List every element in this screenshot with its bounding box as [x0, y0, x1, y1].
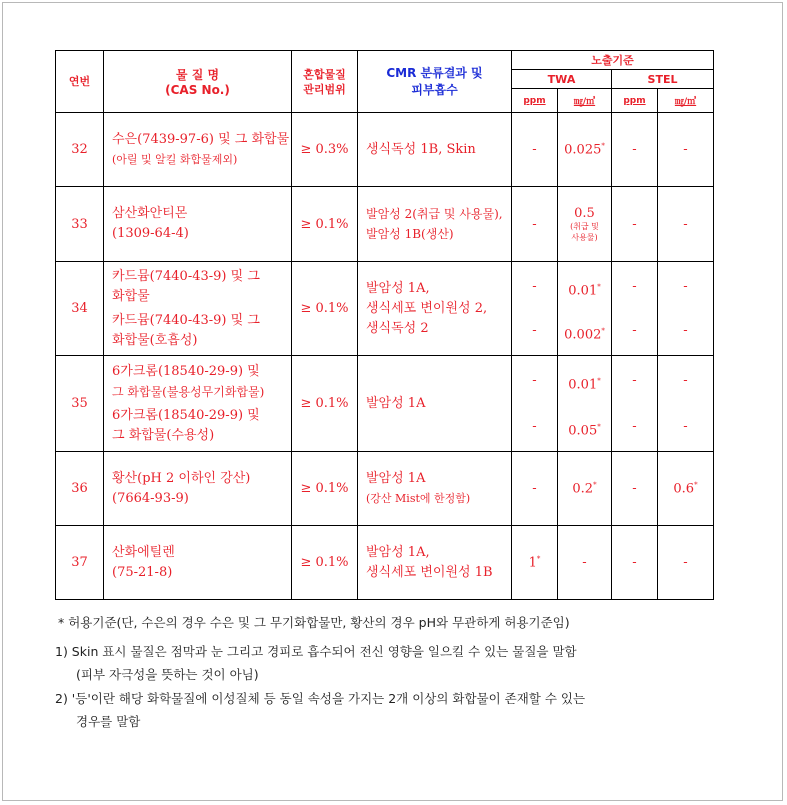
- cmr-cell: [358, 452, 512, 526]
- limit-mark: *: [694, 480, 698, 489]
- stel-mgm3: [658, 356, 714, 452]
- limit-mark: *: [601, 326, 605, 335]
- footnote-2: 2) '등'이란 해당 화학물질에 이성질체 등 동일 속성을 가지는 2개 이상의 화합물이 존재할 수 있는: [55, 691, 586, 706]
- stel-mgm3: -: [658, 526, 714, 600]
- twa-mgm3-b: [558, 404, 611, 450]
- twa-ppm: [512, 356, 558, 452]
- twa-mgm3: [558, 262, 612, 356]
- limit-mark: *: [597, 282, 601, 291]
- twa-ppm-a: -: [532, 372, 537, 388]
- header-cmr-l1: CMR 분류결과 및: [386, 65, 483, 80]
- twa-ppm: [512, 262, 558, 356]
- footnote-star: * 허용기준(단, 수은의 경우 수은 및 그 무기화합물만, 황산의 경우 pH와 무관하게 허용기준임): [58, 615, 570, 630]
- row-no: 37: [56, 526, 104, 600]
- header-mixture-range: [292, 51, 358, 113]
- row-no: 33: [56, 187, 104, 262]
- stel-mgm3-b: -: [683, 322, 688, 338]
- stel-ppm: -: [612, 526, 658, 600]
- table-row: [56, 262, 714, 356]
- stel-mgm3: -: [658, 113, 714, 187]
- cmr-cell: [358, 526, 512, 600]
- header-exposure: 노출기준: [512, 51, 714, 70]
- twa-mgm3: [558, 187, 612, 262]
- cmr-cell: 생식독성 1B, Skin: [358, 113, 512, 187]
- twa-mgm3-value: 0.01: [568, 282, 598, 298]
- cmr-line: 발암성 1B(생산): [366, 227, 454, 241]
- header-stel: STEL: [612, 70, 714, 89]
- twa-ppm-a: -: [532, 278, 537, 294]
- cmr-line: 발암성 1A,: [366, 544, 430, 560]
- stel-mgm3-value: 0.6: [673, 481, 695, 497]
- stel-ppm-b: -: [632, 322, 637, 338]
- twa-mgm3-value: 0.002: [564, 326, 602, 342]
- table-row: [56, 526, 714, 600]
- table-row: [56, 113, 714, 187]
- header-cas: (CAS No.): [165, 83, 230, 97]
- substance-sub: (75-21-8): [112, 564, 173, 580]
- stel-ppm: -: [612, 113, 658, 187]
- stel-ppm: -: [612, 452, 658, 526]
- stel-mgm3-a: -: [683, 278, 688, 294]
- substance-name: 황산(pH 2 이하인 강산): [112, 470, 251, 486]
- twa-ppm-value: 1: [528, 555, 537, 571]
- substance-cell: [104, 187, 292, 262]
- substance-name: 6가크롬(18540-29-9) 및: [112, 363, 260, 379]
- twa-mgm3-note: (취급 및: [570, 221, 599, 231]
- substance-name: 삼산화안티몬: [112, 206, 188, 221]
- table-row: [56, 187, 714, 262]
- substance-cell: [104, 113, 292, 187]
- twa-mgm3: [558, 356, 612, 452]
- limit-mark: *: [601, 141, 605, 150]
- twa-mgm3: -: [558, 526, 612, 600]
- twa-mgm3-value: 0.5: [574, 205, 595, 221]
- mixture-range: ≥ 0.1%: [292, 356, 358, 452]
- header-substance-name: 물 질 명: [175, 68, 220, 82]
- cmr-line: 발암성 2(취급 및 사용물),: [366, 207, 503, 221]
- stel-ppm: [612, 262, 658, 356]
- substance-sub: (아릴 및 알킬 화합물제외): [112, 152, 238, 166]
- substance-sub: (7664-93-9): [112, 490, 189, 506]
- substance-sub: (1309-64-4): [112, 226, 189, 241]
- header-twa: TWA: [512, 70, 612, 89]
- stel-ppm: [612, 356, 658, 452]
- header-stel-mgm3: ㎎/㎥: [658, 89, 714, 113]
- stel-mgm3: [658, 262, 714, 356]
- footnote-1: 1) Skin 표시 물질은 점막과 눈 그리고 경피로 흡수되어 전신 영향을 일으킬 수 있는 물질을 말함: [55, 644, 577, 659]
- cmr-line: 생식세포 변이원성 1B: [366, 564, 493, 580]
- cmr-line: 발암성 1A,: [366, 280, 430, 296]
- substance-name: 6가크롬(18540-29-9) 및: [112, 407, 260, 423]
- limit-mark: *: [536, 554, 541, 563]
- substance-variant: [112, 404, 291, 448]
- stel-ppm-a: -: [632, 372, 637, 388]
- substance-variant: [112, 360, 291, 404]
- twa-ppm: -: [512, 452, 558, 526]
- substance-name: 산화에틸렌: [112, 544, 175, 560]
- row-no: 34: [56, 262, 104, 356]
- substance-name: 그 화합물(불용성무기화합물): [112, 384, 265, 399]
- stel-ppm-b: -: [632, 418, 637, 434]
- cmr-line: 생식세포 변이원성 2,: [366, 300, 488, 316]
- stel-ppm-a: -: [632, 278, 637, 294]
- twa-mgm3-a: [558, 358, 611, 404]
- table-row: [56, 452, 714, 526]
- substance-name: 카드뮴(7440-43-9) 및 그: [112, 312, 260, 328]
- substance-name: 화합물: [112, 288, 150, 304]
- twa-mgm3-a: [558, 265, 611, 309]
- limit-mark: *: [593, 480, 597, 489]
- header-row: [56, 51, 714, 70]
- cmr-line: 발암성 1A: [366, 470, 426, 486]
- cmr-line: (강산 Mist에 한정함): [366, 491, 471, 505]
- mixture-range: ≥ 0.3%: [292, 113, 358, 187]
- stel-mgm3: [658, 452, 714, 526]
- mixture-range: ≥ 0.1%: [292, 526, 358, 600]
- substance-name: 화합물(호흡성): [112, 332, 198, 348]
- substance-variant: [112, 265, 291, 309]
- cmr-cell: [358, 262, 512, 356]
- substance-name: 수은(7439-97-6) 및 그 화합물: [112, 131, 290, 147]
- header-no: 연번: [56, 51, 104, 113]
- exposure-limits-table: [55, 50, 714, 600]
- substance-variant: [112, 309, 291, 353]
- limit-mark: *: [597, 422, 601, 431]
- header-mixture-l1: 혼합물질: [303, 67, 346, 81]
- stel-mgm3-b: -: [683, 418, 688, 434]
- cmr-cell: [358, 187, 512, 262]
- mixture-range: ≥ 0.1%: [292, 262, 358, 356]
- substance-name: 카드뮴(7440-43-9) 및 그: [112, 268, 260, 284]
- twa-mgm3-value: 0.025: [564, 142, 602, 158]
- twa-ppm: [512, 526, 558, 600]
- row-no: 32: [56, 113, 104, 187]
- header-stel-ppm: ppm: [612, 89, 658, 113]
- twa-mgm3: [558, 452, 612, 526]
- header-twa-ppm: ppm: [512, 89, 558, 113]
- stel-mgm3-a: -: [683, 372, 688, 388]
- twa-mgm3: [558, 113, 612, 187]
- header-mixture-l2: 관리범위: [303, 82, 346, 96]
- twa-mgm3-value: 0.05: [568, 422, 598, 438]
- row-no: 36: [56, 452, 104, 526]
- twa-mgm3-value: 0.2: [572, 481, 594, 497]
- stel-mgm3: -: [658, 187, 714, 262]
- mixture-range: ≥ 0.1%: [292, 187, 358, 262]
- twa-ppm: -: [512, 187, 558, 262]
- mixture-range: ≥ 0.1%: [292, 452, 358, 526]
- substance-cell: [104, 262, 292, 356]
- table-row: [56, 356, 714, 452]
- footnote-1-cont: (피부 자극성을 뜻하는 것이 아님): [76, 667, 259, 682]
- substance-cell: [104, 356, 292, 452]
- row-no: 35: [56, 356, 104, 452]
- substance-cell: [104, 452, 292, 526]
- header-substance: [104, 51, 292, 113]
- cmr-cell: 발암성 1A: [358, 356, 512, 452]
- header-twa-mgm3: ㎎/㎥: [558, 89, 612, 113]
- stel-ppm: -: [612, 187, 658, 262]
- header-cmr-l2: 피부흡수: [411, 82, 458, 97]
- substance-cell: [104, 526, 292, 600]
- twa-mgm3-value: 0.01: [568, 376, 598, 392]
- cmr-line: 생식독성 2: [366, 320, 429, 336]
- substance-name: 그 화합물(수용성): [112, 427, 215, 443]
- twa-ppm: -: [512, 113, 558, 187]
- twa-ppm-b: -: [532, 322, 537, 338]
- limit-mark: *: [597, 376, 601, 385]
- twa-mgm3-b: [558, 309, 611, 353]
- footnote-2-cont: 경우를 말함: [76, 714, 141, 729]
- twa-mgm3-note: 사용물): [571, 232, 598, 242]
- header-cmr: [358, 51, 512, 113]
- twa-ppm-b: -: [532, 418, 537, 434]
